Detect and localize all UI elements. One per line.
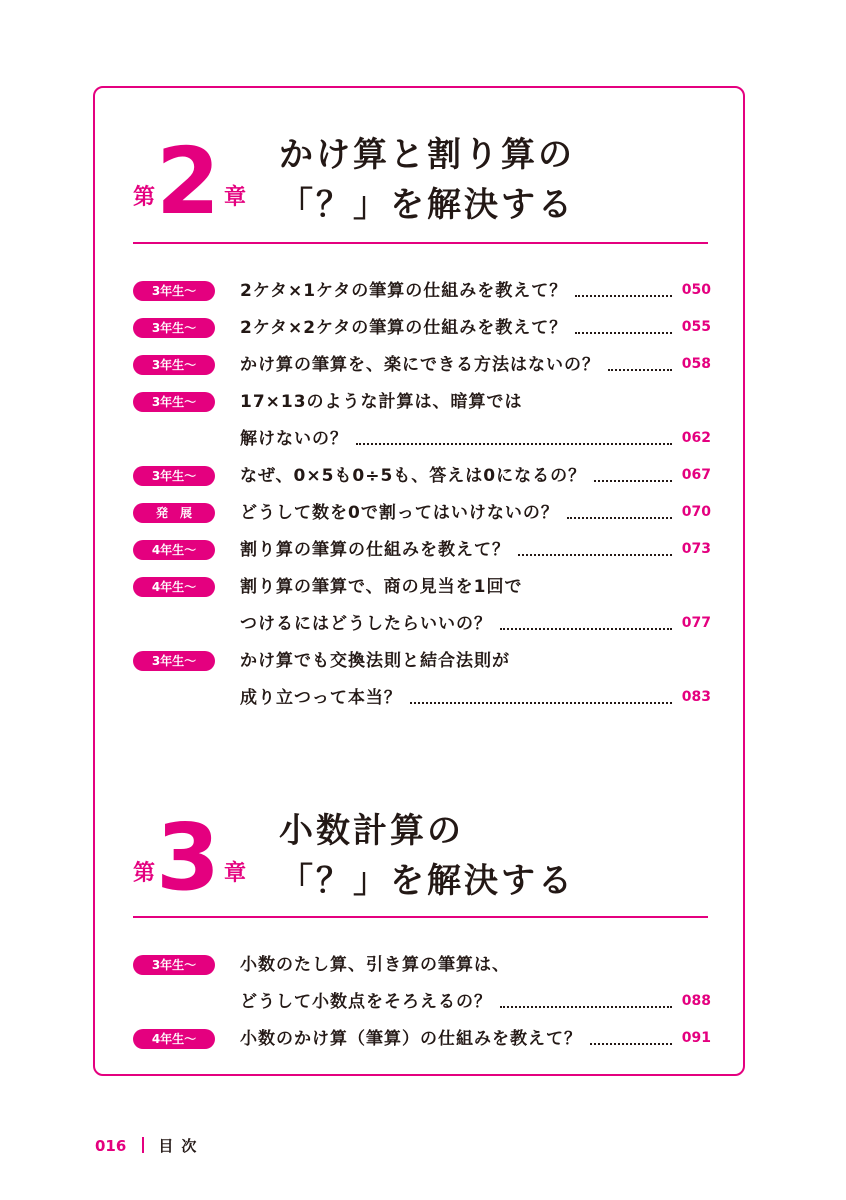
entry-title-line: なぜ、0×5も0÷5も、答えは0になるの？ — [240, 466, 587, 486]
entry-title-line: どうして数を0で割ってはいけないの？ — [240, 503, 559, 523]
entry-title-line: どうして小数点をそろえるの？ — [240, 992, 492, 1012]
page-footer — [95, 1135, 204, 1156]
chapter-number: 3 — [156, 804, 221, 911]
grade-badge: 4年生～ — [133, 1029, 215, 1049]
chapter-prefix: 第 — [133, 861, 156, 886]
leader-dots — [590, 1025, 672, 1045]
grade-badge: 3年生～ — [133, 281, 215, 301]
chapter-title-line2: 「？」を解決する — [279, 185, 575, 225]
chapter-title-line1: かけ算と割り算の — [279, 135, 575, 175]
chapter-2-heading — [0, 130, 846, 250]
chapter-2-rule — [133, 242, 708, 244]
toc-entry[interactable] — [0, 318, 846, 348]
leader-dots — [500, 988, 672, 1008]
entry-title-line: かけ算でも交換法則と結合法則が — [240, 651, 510, 671]
entry-title-line: つけるにはどうしたらいいの？ — [240, 614, 492, 634]
toc-entry[interactable] — [0, 651, 846, 708]
toc-entry[interactable] — [0, 955, 846, 1012]
leader-dots — [608, 351, 672, 371]
entry-title-line: 小数のかけ算（筆算）の仕組みを教えて？ — [240, 1029, 582, 1049]
chapter-3-rule — [133, 916, 708, 918]
page-ref: 062 — [681, 430, 711, 446]
grade-badge: 3年生～ — [133, 392, 215, 412]
page-ref: 050 — [681, 282, 711, 298]
chapter-title-line2: 「？」を解決する — [279, 861, 575, 901]
page-ref: 058 — [681, 356, 711, 372]
chapter-suffix: 章 — [224, 185, 247, 210]
entry-title-line: 小数のたし算、引き算の筆算は、 — [240, 955, 510, 975]
toc-entry[interactable] — [0, 355, 846, 385]
toc-entry[interactable] — [0, 577, 846, 634]
grade-badge: 3年生～ — [133, 318, 215, 338]
page-ref: 083 — [681, 689, 711, 705]
leader-dots — [567, 499, 672, 519]
toc-entry[interactable] — [0, 540, 846, 570]
page-ref: 067 — [681, 467, 711, 483]
footer-divider — [142, 1137, 144, 1153]
toc-entry[interactable] — [0, 392, 846, 449]
entry-title-line: 成り立つって本当？ — [240, 688, 402, 708]
page-ref: 055 — [681, 319, 711, 335]
section-name: 目次 — [158, 1137, 205, 1155]
toc-entry[interactable] — [0, 281, 846, 311]
page-ref: 073 — [681, 541, 711, 557]
leader-dots — [500, 610, 672, 630]
chapter-number: 2 — [156, 128, 221, 235]
page-ref: 088 — [681, 993, 711, 1009]
entry-title-line: 割り算の筆算で、商の見当を1回で — [240, 577, 523, 597]
page-ref: 077 — [681, 615, 711, 631]
grade-badge: 3年生～ — [133, 355, 215, 375]
leader-dots — [575, 314, 672, 334]
entry-title-line: 17×13のような計算は、暗算では — [240, 392, 523, 412]
entry-title-line: 割り算の筆算の仕組みを教えて？ — [240, 540, 510, 560]
chapter-title-line1: 小数計算の — [279, 811, 464, 851]
toc-entry[interactable] — [0, 503, 846, 533]
entry-title-line: かけ算の筆算を、楽にできる方法はないの？ — [240, 355, 600, 375]
grade-badge: 3年生～ — [133, 955, 215, 975]
toc-entry[interactable] — [0, 466, 846, 496]
page-number: 016 — [95, 1137, 127, 1155]
leader-dots — [356, 425, 672, 445]
leader-dots — [518, 536, 672, 556]
grade-badge: 3年生～ — [133, 651, 215, 671]
chapter-prefix: 第 — [133, 185, 156, 210]
grade-badge: 発 展 — [133, 503, 215, 523]
chapter-suffix: 章 — [224, 861, 247, 886]
toc-entry[interactable] — [0, 1029, 846, 1059]
page-ref: 091 — [681, 1030, 711, 1046]
leader-dots — [594, 462, 672, 482]
entry-title-line: 解けないの？ — [240, 429, 348, 449]
grade-badge: 3年生～ — [133, 466, 215, 486]
leader-dots — [410, 684, 672, 704]
leader-dots — [575, 277, 672, 297]
entry-title-line: 2ケタ×1ケタの筆算の仕組みを教えて？ — [240, 281, 568, 301]
chapter-3-heading — [0, 806, 846, 926]
page-ref: 070 — [681, 504, 711, 520]
grade-badge: 4年生～ — [133, 540, 215, 560]
entry-title-line: 2ケタ×2ケタの筆算の仕組みを教えて？ — [240, 318, 568, 338]
grade-badge: 4年生～ — [133, 577, 215, 597]
